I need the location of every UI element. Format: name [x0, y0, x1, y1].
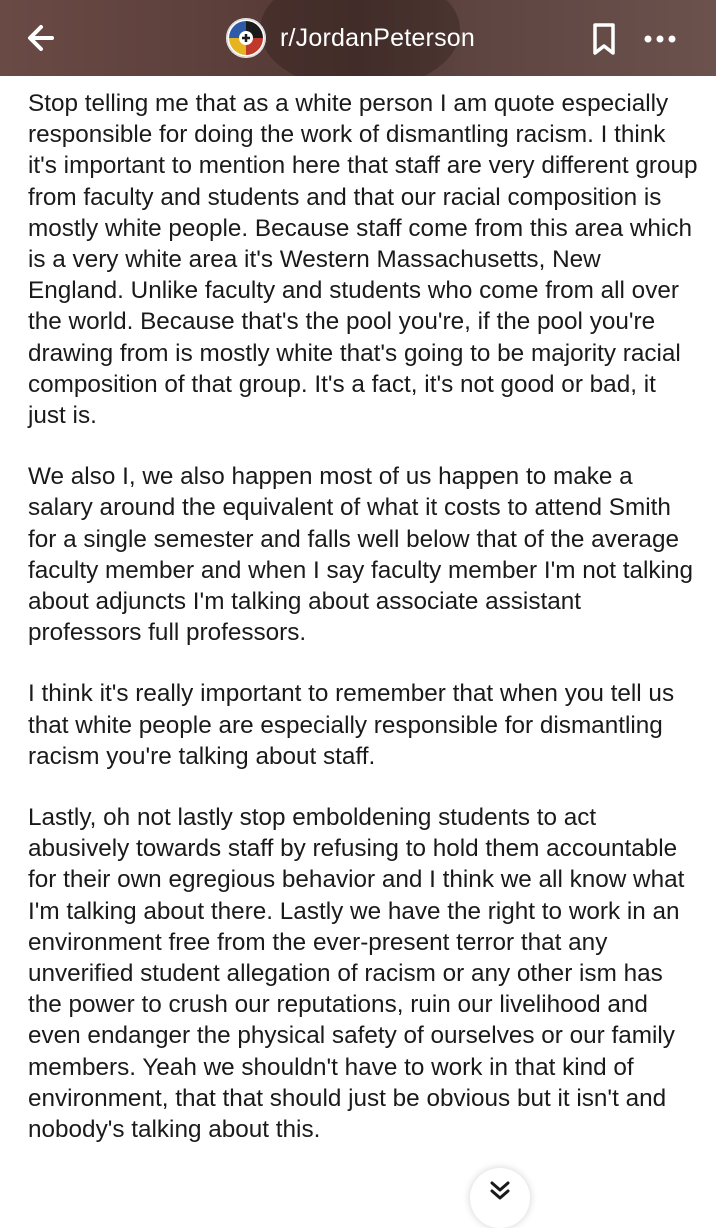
bottom-fade	[0, 1180, 716, 1200]
scroll-down-button[interactable]	[470, 1168, 530, 1228]
back-button[interactable]	[22, 18, 62, 58]
chevron-double-down-icon	[489, 1180, 511, 1202]
bookmark-button[interactable]	[590, 22, 618, 56]
post-header	[0, 0, 716, 76]
more-horizontal-icon	[640, 22, 684, 56]
arrow-left-icon	[22, 18, 62, 58]
post-paragraph: Stop telling me that as a white person I am quote especially responsible for doing the work of dismantling racism. I think it's important to mention here that staff are very different group from faculty and students and that our racial composition is mostly white people. Because staff come from this area which is a very white area it's Western Massachusetts, New England. Unlike faculty and students who come from all over the world. Because that's the pool you're, if the pool you're drawing from is mostly white that's going to be majority racial composition of that group. It's a fact, it's not good or bad, it just is.	[28, 90, 698, 430]
subreddit-avatar	[226, 18, 266, 58]
post-paragraph: Lastly, oh not lastly stop emboldening students to act abusively towards staff by refusing to hold them accountable for their own egregious behavior and I think we all know what I'm talking about there. Lastly we have the right to work in an environment free from the ever-present terror that any unverified student allegation of racism or any other ism has the power to crush our reputations, ruin our livelihood and even endanger the physical safety of ourselves or our family members. Yeah we shouldn't have to work in that kind of environment, that that should just be obvious but it isn't and nobody's talking about this.	[28, 804, 685, 1144]
post-paragraph: We also I, we also happen most of us happen to make a salary around the equivalent of what it costs to attend Smith for a single semester and falls well below that of the average faculty member and when I say faculty member I'm not talking about adjuncts I'm talking about associate assistant professors full professors.	[28, 463, 693, 647]
post-body	[28, 88, 698, 1145]
subreddit-name[interactable]: r/JordanPeterson	[280, 23, 475, 52]
subreddit-link[interactable]	[226, 16, 475, 60]
post-paragraph: I think it's really important to remember that when you tell us that white people are especially responsible for dismantling racism you're talking about staff.	[28, 680, 675, 770]
more-options-button[interactable]	[640, 22, 684, 56]
bookmark-icon	[590, 22, 618, 56]
